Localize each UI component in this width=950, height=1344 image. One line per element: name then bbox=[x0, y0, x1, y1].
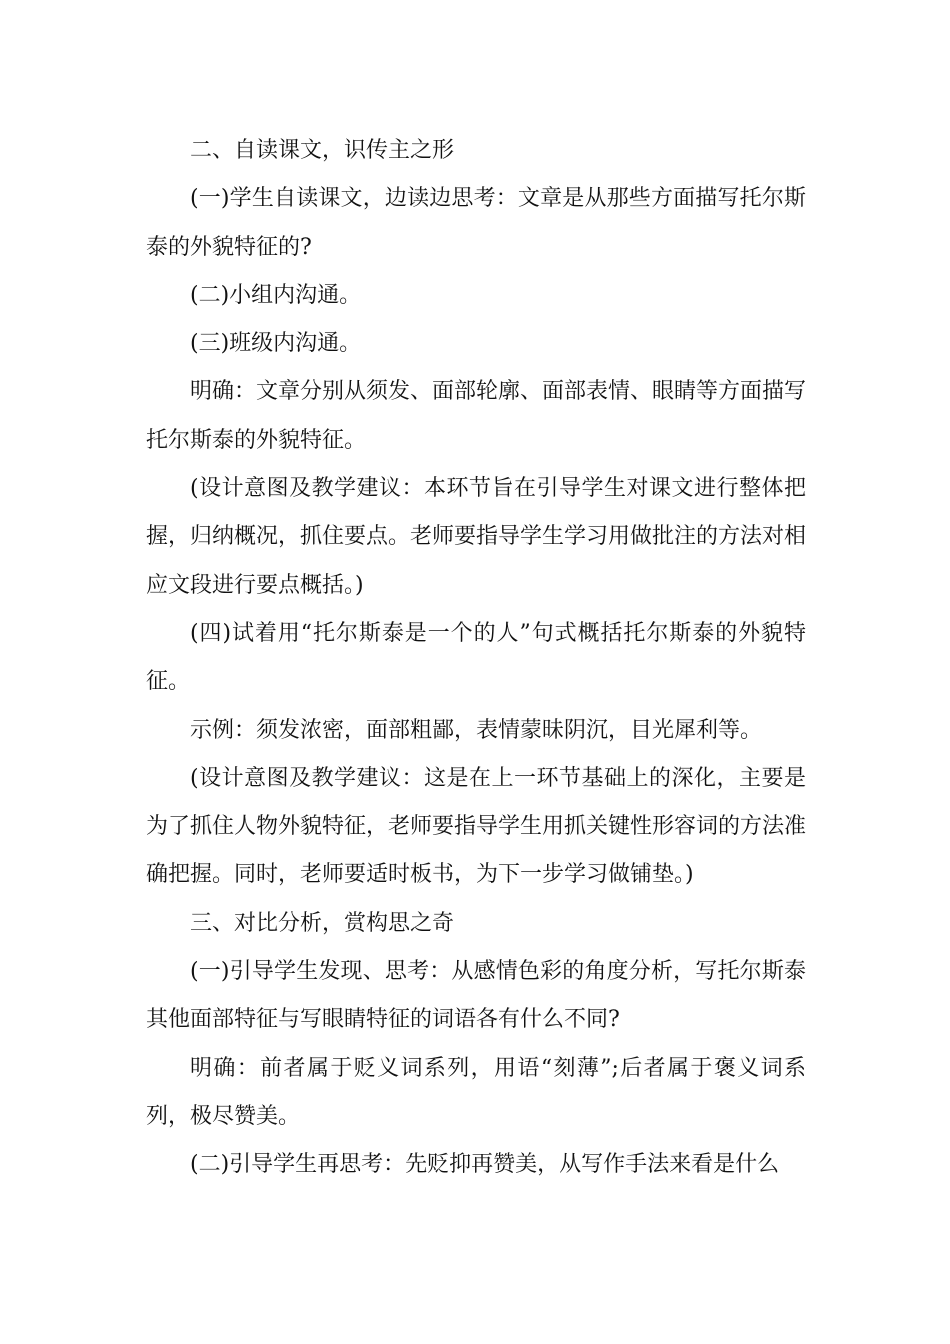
paragraph-self-reading: (一)学生自读课文，边读边思考：文章是从那些方面描写托尔斯泰的外貌特征的? bbox=[146, 186, 806, 260]
paragraph-clarification-2: 明确：前者属于贬义词系列，用语“刻薄”;后者属于褒义词系列，极尽赞美。 bbox=[146, 1055, 806, 1129]
section-heading-3: 三、对比分析，赏构思之奇 bbox=[190, 910, 455, 936]
paragraph-design-note-2: (设计意图及教学建议：这是在上一环节基础上的深化，主要是为了抓住人物外貌特征，老师要指导学生用抓关键性形容词的方法准确把握。同时，老师要适时板书，为下一步学习做铺垫。) bbox=[146, 765, 807, 888]
paragraph-class-discussion: (三)班级内沟通。 bbox=[190, 331, 362, 357]
paragraph-guide-rethink: (二)引导学生再思考：先贬抑再赞美，从写作手法来看是什么 bbox=[190, 1152, 780, 1178]
paragraph-guide-discover: (一)引导学生发现、思考：从感情色彩的角度分析，写托尔斯泰其他面部特征与写眼睛特征的词语各有什么不同? bbox=[146, 959, 806, 1033]
paragraph-design-note-1: (设计意图及教学建议：本环节旨在引导学生对课文进行整体把握，归纳概况，抓住要点。老师要指导学生学习用做批注的方法对相应文段进行要点概括。) bbox=[146, 476, 807, 598]
paragraph-sentence-pattern: (四)试着用“托尔斯泰是一个的人”句式概括托尔斯泰的外貌特征。 bbox=[146, 620, 806, 695]
paragraph-group-discussion: (二)小组内沟通。 bbox=[190, 282, 362, 308]
paragraph-clarification-1: 明确：文章分别从须发、面部轮廓、面部表情、眼睛等方面描写托尔斯泰的外貌特征。 bbox=[146, 379, 807, 453]
paragraph-example: 示例：须发浓密，面部粗鄙，表情蒙昧阴沉，目光犀利等。 bbox=[190, 717, 763, 743]
section-heading-2: 二、自读课文，识传主之形 bbox=[190, 138, 455, 163]
document-body bbox=[146, 127, 806, 1190]
